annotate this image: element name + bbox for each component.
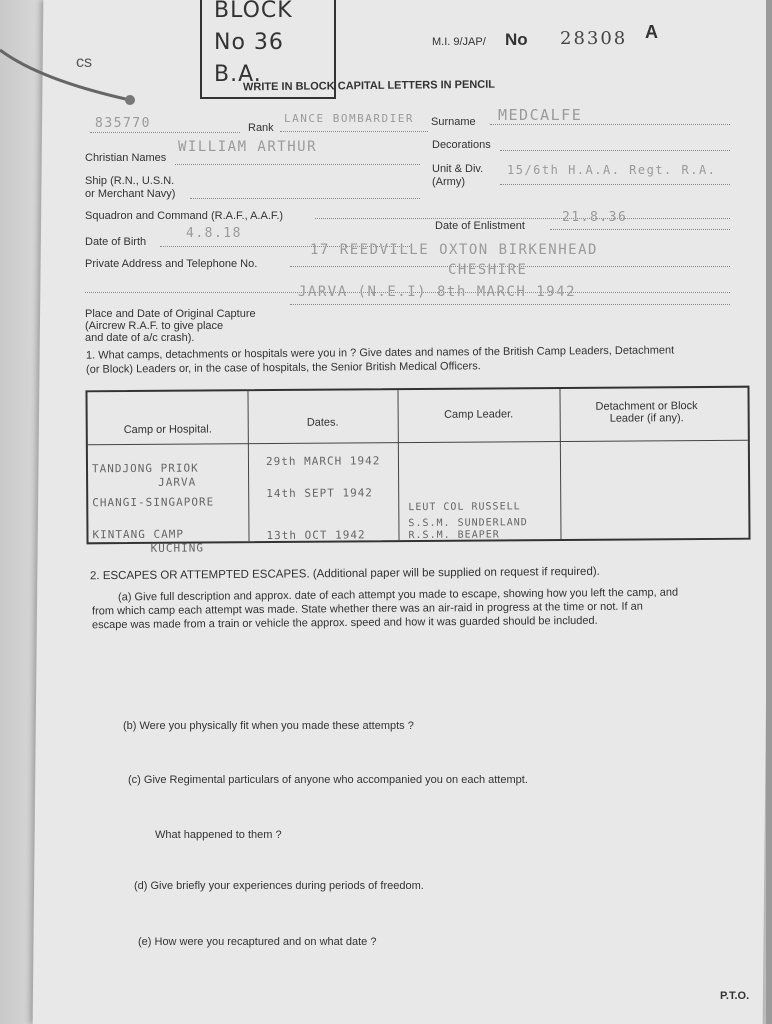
question-2c: (c) Give Regimental particulars of anyone who accompanied you on each attempt.: [128, 774, 528, 786]
capture-label: Place and Date of Original Capture: [85, 308, 256, 320]
row-2-camp: CHANGI-SINGAPORE: [92, 495, 215, 510]
number-label: No: [505, 30, 528, 49]
unit-label: Unit & Div.: [432, 163, 484, 175]
rule: [550, 229, 730, 230]
question-2a-line-3: escape was made from a train or vehicle the approx. speed and how it was guarded should be included.: [91, 614, 598, 632]
address-label: Private Address and Telephone No.: [85, 258, 258, 270]
address-value: 17 REEDVILLE OXTON BIRKENHEAD: [310, 242, 598, 258]
capture-label-3: and date of a/c crash).: [85, 332, 195, 344]
column-divider: [559, 389, 561, 539]
rule: [280, 131, 428, 132]
page-edge: [766, 0, 772, 1024]
row-1-camp: TANDJONG PRIOK: [91, 461, 199, 476]
column-divider: [247, 391, 249, 541]
form-ref: M.I. 9/JAP/: [432, 36, 486, 48]
ship-label-2: or Merchant Navy): [85, 188, 176, 200]
enlistment-value: 21.8.36: [562, 210, 628, 225]
row-1-camp-2: JARVA: [158, 475, 197, 489]
header-divider: [88, 440, 748, 446]
question-2e: (e) How were you recaptured and on what date ?: [138, 936, 377, 948]
stamp-line-3: B.A.: [214, 62, 262, 87]
surname-value: MEDCALFE: [498, 106, 583, 124]
dob-value: 4.8.18: [186, 226, 242, 241]
rule: [190, 198, 420, 199]
dob-label: Date of Birth: [85, 236, 147, 248]
question-2b: (b) Were you physically fit when you made these attempts ?: [123, 720, 414, 732]
row-2-date: 14th SEPT 1942: [266, 486, 373, 501]
capture-value: JARVA (N.E.I) 8th MARCH 1942: [298, 284, 577, 300]
squadron-label: Squadron and Command (R.A.F., A.A.F.): [85, 210, 284, 222]
header-camp: Camp or Hospital.: [123, 423, 212, 437]
christian-names-value: WILLIAM ARTHUR: [178, 139, 318, 155]
tag-string: [0, 40, 140, 110]
header-camp-leader: Camp Leader.: [444, 408, 514, 421]
row-3-camp-leader: S.S.M. SUNDERLAND: [408, 517, 528, 530]
surname-label: Surname: [431, 116, 476, 128]
christian-names-label: Christian Names: [85, 152, 167, 164]
unit-label-2: (Army): [432, 176, 465, 188]
question-2a-line-2: from which camp each attempt was made. State whether there was an air-raid in progress at the time or not. If an: [91, 600, 643, 618]
ship-label: Ship (R.N., U.S.N.: [85, 175, 175, 187]
stamp-line-1: BLOCK: [214, 0, 293, 23]
cs-mark: cs: [76, 54, 92, 71]
rule: [490, 124, 730, 125]
camps-table: [85, 386, 750, 555]
rule: [90, 132, 240, 133]
header-dates: Dates.: [306, 416, 339, 429]
unit-value: 15/6th H.A.A. Regt. R.A.: [507, 163, 717, 177]
service-number-value: 835770: [95, 116, 151, 131]
address-value-2: CHESHIRE: [448, 262, 528, 278]
form-suffix: A: [645, 22, 658, 42]
rank-label: Rank: [248, 122, 274, 134]
rule: [315, 218, 730, 219]
pto-label: P.T.O.: [720, 990, 750, 1002]
instruction-text: WRITE IN BLOCK CAPITAL LETTERS IN PENCIL: [242, 78, 496, 94]
row-1-date: 29th MARCH 1942: [265, 454, 381, 469]
question-1-line-1: 1. What camps, detachments or hospitals were you in ? Give dates and names of the British Camp Leaders, Detachment: [85, 344, 675, 362]
row-3-camp: KINTANG CAMP: [92, 527, 185, 542]
row-3-camp-2: KUCHING: [150, 541, 204, 555]
form-number: 28308: [560, 28, 628, 49]
question-2d: (d) Give briefly your experiences during periods of freedom.: [134, 880, 424, 892]
rule: [500, 184, 730, 185]
row-2-camp-leader: LEUT COL RUSSELL: [408, 501, 521, 514]
rank-value: LANCE BOMBARDIER: [284, 112, 414, 125]
row-3-date: 13th OCT 1942: [266, 528, 366, 543]
rule: [290, 304, 730, 305]
rule: [500, 150, 730, 151]
question-2-title: 2. ESCAPES OR ATTEMPTED ESCAPES. (Additional paper will be supplied on request if required).: [89, 565, 600, 583]
question-1-line-2: (or Block) Leaders or, in the case of hospitals, the Senior British Medical Officers.: [85, 360, 481, 376]
capture-label-2: (Aircrew R.A.F. to give place: [85, 320, 224, 332]
row-3-camp-leader-2: R.S.M. BEAPER: [408, 529, 500, 542]
stamp-line-2: No 36: [214, 30, 284, 55]
header-detachment-leader: Detachment or Block Leader (if any).: [595, 400, 698, 425]
enlistment-label: Date of Enlistment: [435, 220, 525, 232]
decorations-label: Decorations: [432, 139, 491, 151]
question-2a-line-1: (a) Give full description and approx. date of each attempt you made to escape, showing how you left the camp, and: [117, 586, 679, 604]
rule: [175, 164, 420, 165]
question-2c-followup: What happened to them ?: [155, 829, 282, 841]
